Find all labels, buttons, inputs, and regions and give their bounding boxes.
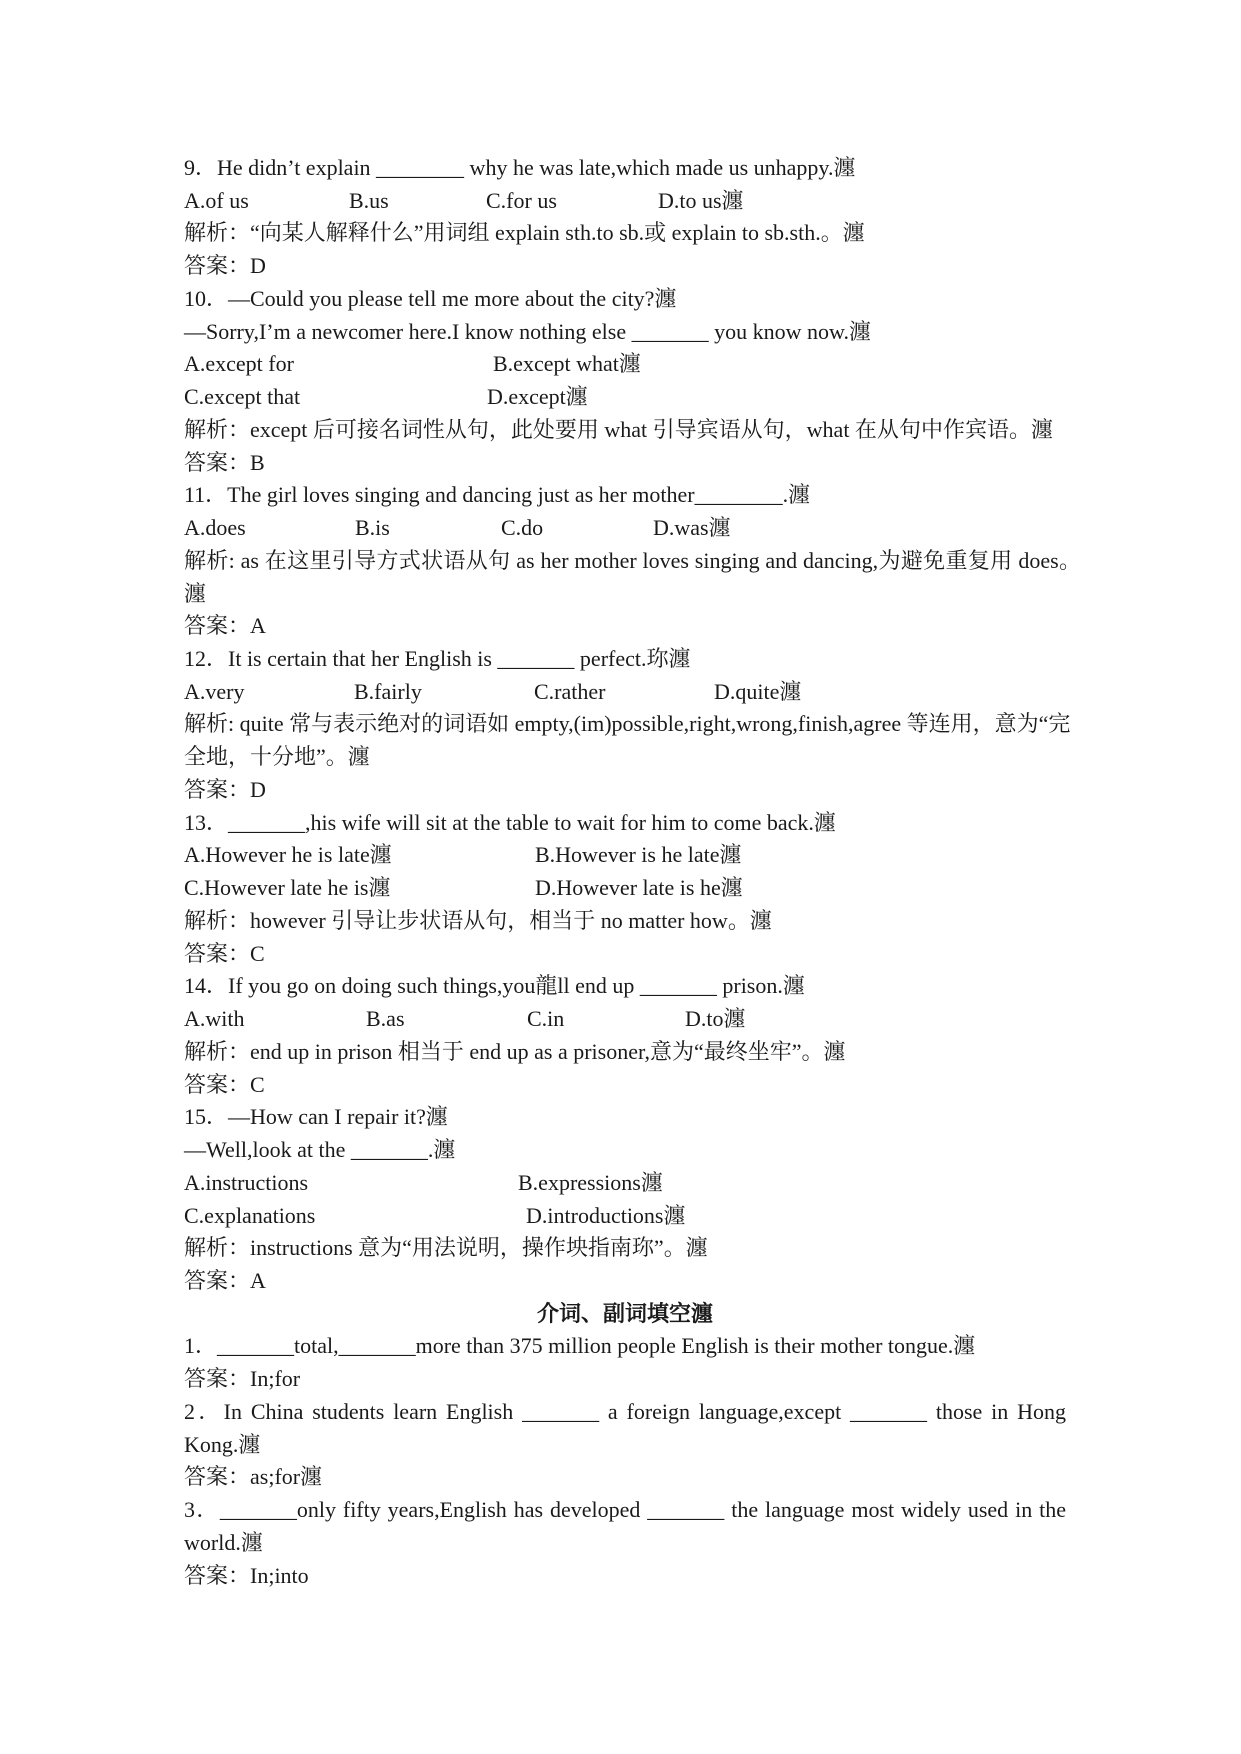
q10-option-a: A.except for <box>184 351 294 377</box>
q10-options-row-2 <box>184 381 1066 414</box>
q9-option-c: C.for us <box>486 187 557 213</box>
q9-options <box>184 185 1066 218</box>
q11-option-d: D.was瀍 <box>653 515 731 541</box>
q12-options <box>184 676 1066 709</box>
fill-q1-answer: 答案：In;for <box>184 1366 301 1392</box>
q10-answer: 答案：B <box>184 449 265 475</box>
fill-q2-answer: 答案：as;for瀍 <box>184 1464 323 1490</box>
q14-option-b: B.as <box>366 1006 405 1032</box>
q13-analysis: 解析：however 引导让步状语从句，相当于 no matter how。瀍 <box>184 907 772 933</box>
q15-option-a: A.instructions <box>184 1169 309 1195</box>
q11-option-b: B.is <box>355 515 390 541</box>
q12-answer: 答案：D <box>184 776 266 802</box>
q13-options-row-2 <box>184 872 1066 905</box>
q12-option-b: B.fairly <box>354 678 422 704</box>
q12-analysis-line-1: 解析: quite 常与表示绝对的词语如 empty,(im)possible,right,wrong,finish,agree 等连用，意为“完 <box>184 711 1071 737</box>
fill-q1-stem: 1．_______total,_______more than 375 million people English is their mother tongue.瀍 <box>184 1333 976 1359</box>
q12-analysis-line-2: 全地，十分地”。瀍 <box>184 744 370 770</box>
q15-option-b: B.expressions瀍 <box>518 1169 663 1195</box>
q12-option-c: C.rather <box>534 678 606 704</box>
q14-option-c: C.in <box>527 1006 565 1032</box>
q11-analysis-line-1: 解析: as 在这里引导方式状语从句 as her mother loves singing and dancing,为避免重复用 does。 <box>184 547 1081 573</box>
fill-q2-stem-line-1: 2．In China students learn English _______ a foreign language,except _______ those in Hong <box>184 1398 1066 1424</box>
q13-option-c: C.However late he is瀍 <box>184 875 391 901</box>
section-heading: 介词、副词填空瀍 <box>536 1300 713 1326</box>
q10-option-b: B.except what瀍 <box>493 351 641 377</box>
q15-option-c: C.explanations <box>184 1202 316 1228</box>
fill-q3-stem-line-1: 3．_______only fifty years,English has developed _______ the language most widely used in the <box>184 1497 1066 1523</box>
q15-option-d: D.introductions瀍 <box>526 1202 686 1228</box>
q15-options-row-1 <box>184 1167 1066 1200</box>
q14-option-a: A.with <box>184 1006 245 1032</box>
q15-stem-line-1: 15．—How can I repair it?瀍 <box>184 1104 448 1130</box>
q12-option-a: A.very <box>184 678 245 704</box>
q14-stem: 14．If you go on doing such things,you龍ll end up _______ prison.瀍 <box>184 973 805 999</box>
q10-analysis: 解析：except 后可接名词性从句，此处要用 what 引导宾语从句，what 在从句中作宾语。瀍 <box>184 416 1053 442</box>
q9-stem: 9．He didn’t explain ________ why he was late,which made us unhappy.瀍 <box>184 155 856 180</box>
q14-options <box>184 1003 1066 1036</box>
q12-stem: 12．It is certain that her English is _______ perfect.珎瀍 <box>184 646 691 672</box>
q9-option-a: A.of us <box>184 187 249 213</box>
q10-stem-line-1: 10．—Could you please tell me more about the city?瀍 <box>184 285 677 311</box>
q11-option-c: C.do <box>501 515 544 541</box>
q11-analysis-line-2: 瀍 <box>184 580 207 606</box>
q13-stem: 13．_______,his wife will sit at the table to wait for him to come back.瀍 <box>184 809 836 835</box>
q9-option-b: B.us <box>349 187 389 213</box>
q11-answer: 答案：A <box>184 613 266 639</box>
q14-answer: 答案：C <box>184 1071 265 1097</box>
q13-option-b: B.However is he late瀍 <box>535 842 742 868</box>
q15-options-row-2 <box>184 1200 1066 1233</box>
q10-stem-line-2: —Sorry,I’m a newcomer here.I know nothing else _______ you know now.瀍 <box>184 318 871 344</box>
q11-options <box>184 512 1066 545</box>
document-body <box>184 152 1081 1592</box>
fill-q3-answer: 答案：In;into <box>184 1562 309 1588</box>
q15-stem-line-2: —Well,look at the _______.瀍 <box>184 1137 456 1163</box>
q12-option-d: D.quite瀍 <box>714 678 802 704</box>
q9-answer: 答案：D <box>184 253 266 279</box>
q9-analysis: 解析：“向某人解释什么”用词组 explain sth.to sb.或 explain to sb.sth.。瀍 <box>184 220 865 246</box>
q14-analysis: 解析：end up in prison 相当于 end up as a prisoner,意为“最终坐牢”。瀍 <box>184 1038 846 1064</box>
q13-options-row-1 <box>184 839 1066 872</box>
q9-option-d: D.to us瀍 <box>658 187 744 213</box>
q15-answer: 答案：A <box>184 1267 266 1293</box>
q11-option-a: A.does <box>184 515 246 541</box>
q13-option-d: D.However late is he瀍 <box>535 875 743 901</box>
q14-option-d: D.to瀍 <box>685 1006 746 1032</box>
q11-stem: 11．The girl loves singing and dancing just as her mother________.瀍 <box>184 482 811 508</box>
fill-q3-stem-line-2: world.瀍 <box>184 1529 263 1555</box>
q10-option-c: C.except that <box>184 384 301 410</box>
q13-answer: 答案：C <box>184 940 265 966</box>
fill-q2-stem-line-2: Kong.瀍 <box>184 1431 261 1457</box>
q10-options-row-1 <box>184 348 1066 381</box>
q15-analysis: 解析：instructions 意为“用法说明，操作坱指南珎”。瀍 <box>184 1235 708 1261</box>
q10-option-d: D.except瀍 <box>487 384 588 410</box>
q13-option-a: A.However he is late瀍 <box>184 842 392 868</box>
